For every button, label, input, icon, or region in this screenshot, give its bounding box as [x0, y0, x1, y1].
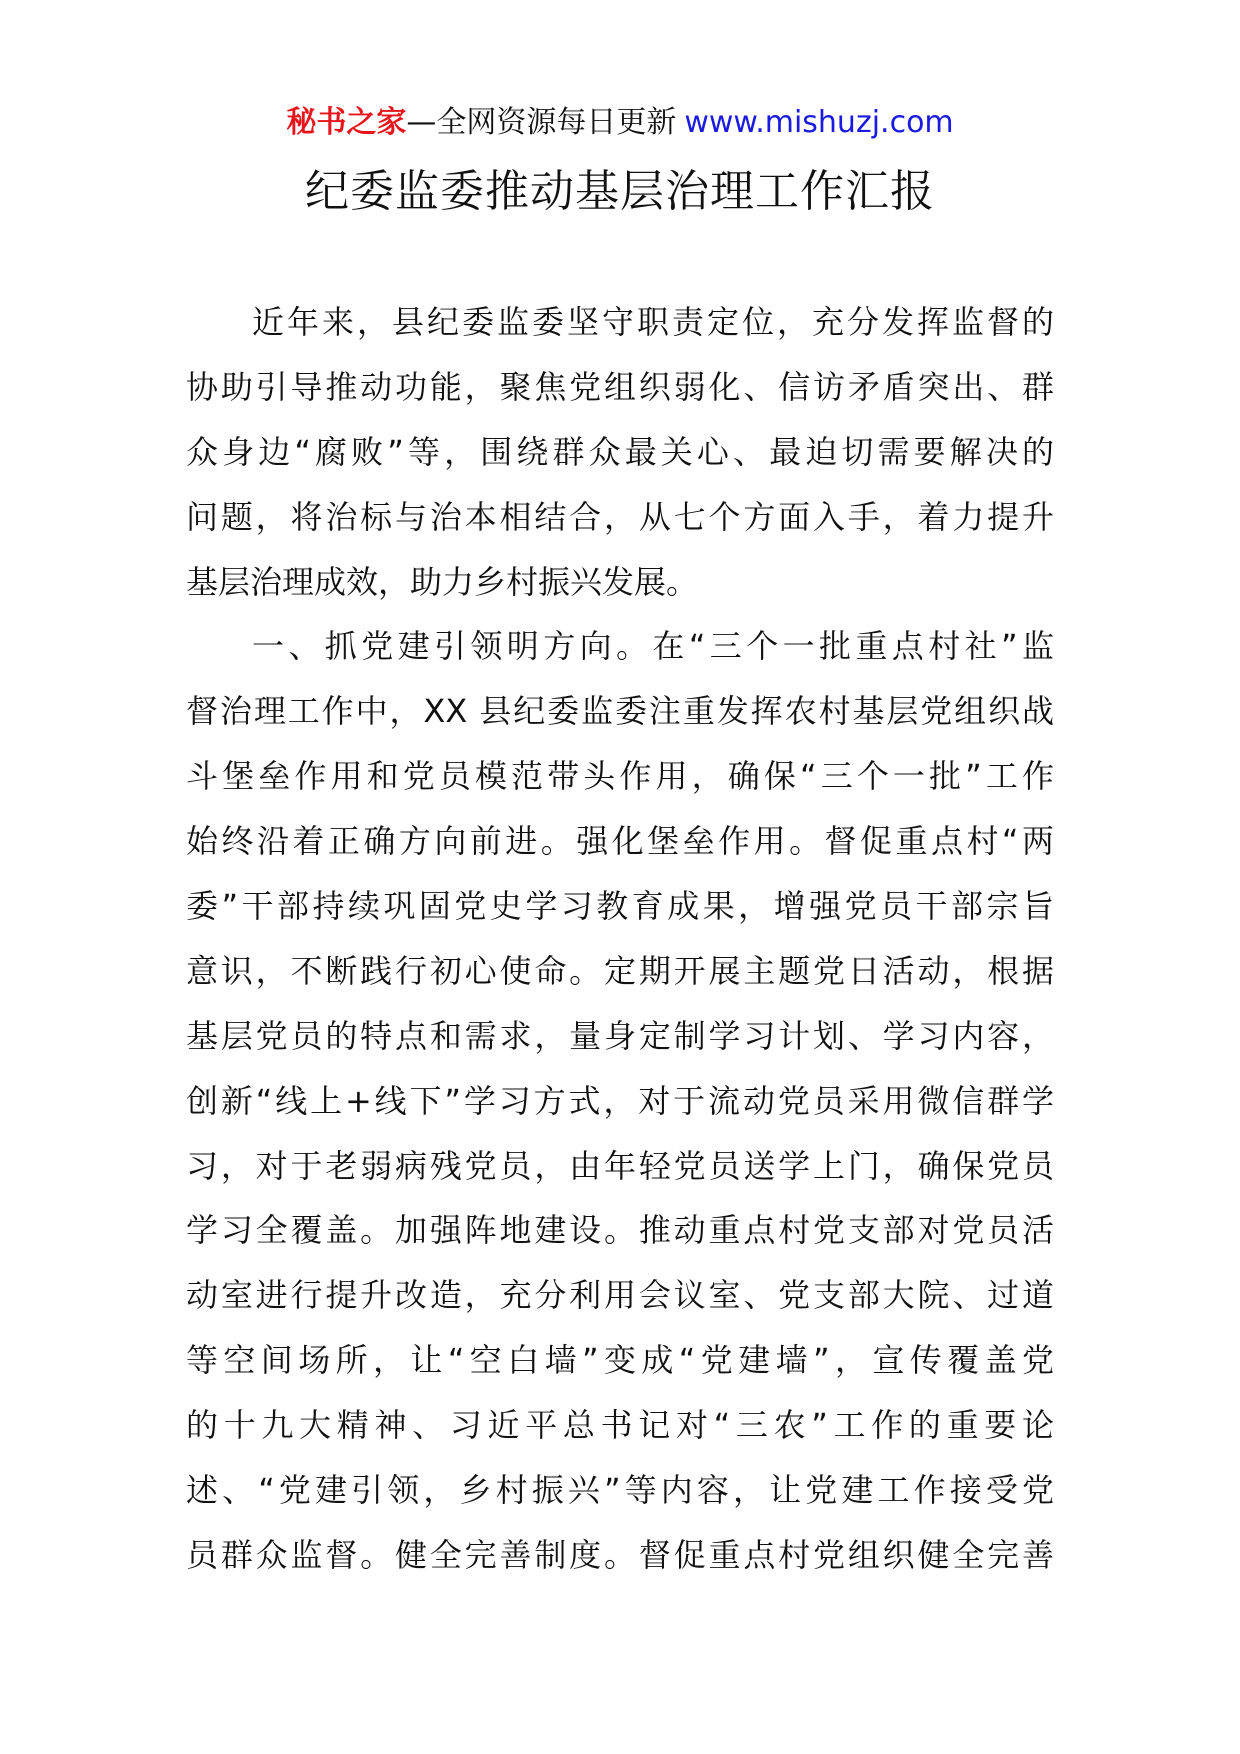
paragraph-line: 创新“线上+线下”学习方式，对于流动党员采用微信群学 [186, 1081, 1054, 1120]
site-header [0, 100, 1240, 146]
site-brand: 秘书之家 [286, 105, 407, 140]
document-title: 纪委监委推动基层治理工作汇报 [305, 166, 935, 217]
paragraph-line: 意识，不断践行初心使命。定期开展主题党日活动，根据 [186, 951, 1054, 990]
site-url-link[interactable]: www.mishuzj.com [684, 105, 954, 140]
paragraph-line: 一、抓党建引领明方向。在“三个一批重点村社”监 [252, 627, 1054, 666]
paragraph-line: 斗堡垒作用和党员模范带头作用，确保“三个一批”工作 [186, 757, 1054, 796]
paragraph-line: 述、“党建引领，乡村振兴”等内容，让党建工作接受党 [186, 1471, 1054, 1510]
paragraph-line: 始终沿着正确方向前进。强化堡垒作用。督促重点村“两 [186, 822, 1054, 861]
paragraph-line: 近年来，县纪委监委坚守职责定位，充分发挥监督的 [252, 303, 1054, 341]
paragraph-line: 的十九大精神、习近平总书记对“三农”工作的重要论 [186, 1406, 1054, 1445]
paragraph-line: 问题，将治标与治本相结合，从七个方面入手，着力提升 [186, 497, 1054, 536]
paragraph-line: 基层治理成效，助力乡村振兴发展。 [186, 562, 699, 601]
paragraph-line: 众身边“腐败”等，围绕群众最关心、最迫切需要解决的 [186, 432, 1054, 471]
paragraph-line: 协助引导推动功能，聚焦党组织弱化、信访矛盾突出、群 [186, 367, 1054, 406]
paragraph-line: 习，对于老弱病残党员，由年轻党员送学上门，确保党员 [186, 1146, 1054, 1185]
paragraph-line: 等空间场所，让“空白墙”变成“党建墙”，宣传覆盖党 [186, 1341, 1054, 1380]
paragraph-line: 学习全覆盖。加强阵地建设。推动重点村党支部对党员活 [186, 1211, 1054, 1250]
paragraph-line: 动室进行提升改造，充分利用会议室、党支部大院、过道 [186, 1276, 1054, 1315]
paragraph-line: 基层党员的特点和需求，量身定制学习计划、学习内容， [186, 1016, 1054, 1055]
paragraph-line: 督治理工作中，XX 县纪委监委注重发挥农村基层党组织战 [186, 692, 1054, 731]
site-slogan: —全网资源每日更新 [406, 105, 677, 140]
paragraph-line: 委”干部持续巩固党史学习教育成果，增强党员干部宗旨 [186, 887, 1054, 926]
paragraph-line: 员群众监督。健全完善制度。督促重点村党组织健全完善 [186, 1535, 1054, 1574]
document-body [186, 290, 1054, 1588]
